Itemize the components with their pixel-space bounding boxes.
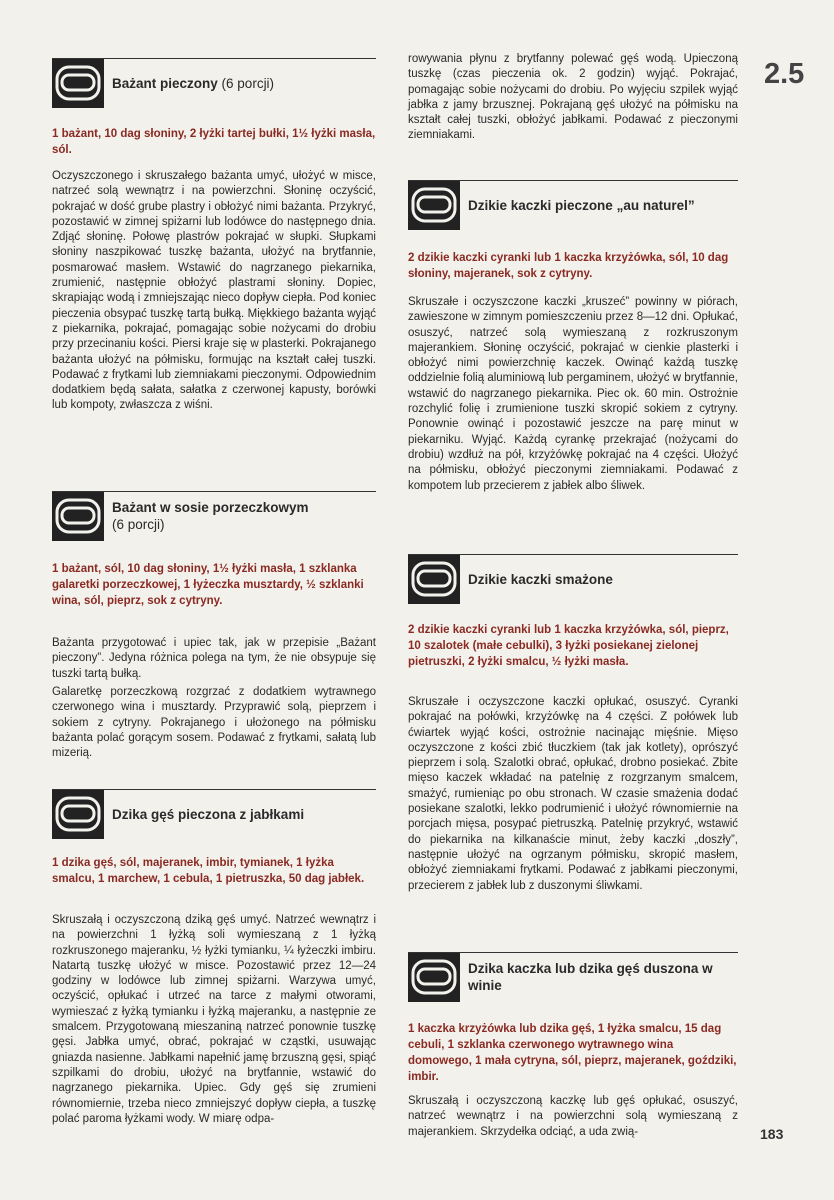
- roasting-dish-icon: [52, 491, 104, 541]
- ingredients: 2 dzikie kaczki cyranki lub 1 kaczka krzyżówka, sól, 10 dag słoniny, majeranek, sok z cytryny.: [408, 252, 729, 280]
- recipe-text: Skruszałą i oczyszczoną dziką gęś umyć. Natrzeć wewnątrz i na powierzchni 1 łyżką soli wymieszaną z 1 łyżką rozkruszonego majeranku, ½ łyżki tymianku, ¼ łyżeczki imbiru. Natartą tuszkę ułożyć w misce. Pozostawić przez 12—24 godziny w lodówce lub zimnej spiżarni. Warzywa umyć, oczyścić, opłukać i utrzeć na tarce z małymi otworami, wymieszać z łyżką tymianku i łyżką majeranku, a następnie ze smalcem. Przygotowaną mieszaniną natrzeć ponownie tuszkę gęsi. Jabłka umyć, obrać, pokrajać w cząstki, usuwając gniazda nasienne. Jabłkami napełnić jamę brzuszną gęsi, spiąć szpilkami do drobiu, ułożyć na brytfannie, wstawić do nagrzanego piekarnika. Upiec. Gdy gęś się zrumieni równomiernie, trzeba nieco zmniejszyć dopływ ciepła, a tuszkę polać paroma łyżkami wody. W miarę odpa-: [52, 914, 376, 1125]
- roasting-dish-icon: [408, 180, 460, 230]
- recipe-title: Bażant pieczony (6 porcji): [112, 75, 275, 91]
- recipe-title: Bażant w sosie porzeczkowym (6 porcji): [112, 500, 309, 532]
- recipe-text: Skruszałe i oczyszczone kaczki opłukać, osuszyć. Cyranki pokrajać na połówki, krzyżówkę na 4 części. Z połówek lub ćwiartek wyjąć kości, ostrożnie nacinając mięśnie. Mięso oczyszczone z kości zbić tłuczkiem (tak jak kotlety), oprószyć pieprzem i solą. Szalotki obrać, opłukać, drobno posiekać. Zbite mięso kaczek wkładać na patelnię z rozgrzanym smalcem, smażyć, rumieniąc po obu stronach. W czasie smażenia dodać posiekane szalotki, lekko podrumienić i ułożyć równomiernie na porcjach mięsa, posypać pietruszką. Patelnię przykryć, wstawić do piekarnika na kilkanaście minut, żeby kaczki „doszły”, następnie ułożyć na ogrzanym półmisku, skropić masłem, obłożyć ziemniakami frytkami. Podawać z jabłkami pieczonymi, przecierem z jabłek lub z duszonymi śliwkami.: [408, 696, 738, 892]
- recipe-text-continued: rowywania płynu z brytfanny polewać gęś wodą. Upieczoną tuszkę (czas pieczenia ok. 2 godzin) wyjąć. Pokrajać, pomagając sobie nożycami do drobiu. Po wyjęciu szpilek wyjąć jabłka z jamy brzusznej. Pokrajaną gęś ułożyć na półmisku na kształt całej tuszki, obłożyć jabłkami. Podawać z pieczonymi ziemniakami.: [408, 53, 738, 142]
- divider: [52, 491, 376, 492]
- ingredients: 1 bażant, sól, 10 dag słoniny, 1½ łyżki masła, 1 szklanka galaretki porzeczkowej, 1 łyżeczka musztardy, ½ szklanki wina, sól, pieprz, sok z cytryny.: [52, 563, 364, 607]
- ingredients: 1 kaczka krzyżówka lub dzika gęś, 1 łyżka smalcu, 15 dag cebuli, 1 szklanka czerwonego wytrawnego wina domowego, 1 mała cytryna, sól, pieprz, majeranek, goździki, imbir.: [408, 1023, 737, 1083]
- divider: [408, 952, 738, 953]
- recipe-header: [408, 554, 738, 604]
- recipe-title: Dzikie kaczki smażone: [468, 571, 613, 587]
- divider: [52, 58, 376, 59]
- recipe-header: [52, 58, 376, 108]
- recipe-title: Dzikie kaczki pieczone „au naturel”: [468, 197, 695, 213]
- recipe-header: [52, 491, 376, 541]
- recipe-text: Skruszałą i oczyszczoną kaczkę lub gęś opłukać, osuszyć, natrzeć wewnątrz i na powierzchni solą wymieszaną z majerankiem. Skrzydełka odciąć, a uda zwią-: [408, 1095, 738, 1138]
- recipe-title: Dzika gęś pieczona z jabłkami: [112, 806, 305, 822]
- recipe-text: Bażanta przygotować i upiec tak, jak w przepisie „Bażant pieczony”. Jedyna różnica polega na tym, że nie obsypuje się tuszki tartą bułką.: [52, 637, 376, 680]
- roasting-dish-icon: [408, 952, 460, 1002]
- divider: [52, 789, 376, 790]
- recipe-header: [52, 789, 376, 839]
- roasting-dish-icon: [52, 789, 104, 839]
- ingredients: 1 bażant, 10 dag słoniny, 2 łyżki tartej bułki, 1½ łyżki masła, sól.: [52, 128, 376, 156]
- chapter-number: 2.5: [764, 58, 805, 90]
- recipe-text: Galaretkę porzeczkową rozgrzać z dodatkiem wytrawnego czerwonego wina i musztardy. Przyprawić solą, pieprzem i sokiem z cytryny. Pokrajanego i ułożonego na półmisku bażanta polać gorącym sosem. Podawać z frytkami, sałatą lub mizerią.: [52, 686, 376, 760]
- recipe-text: Skruszałe i oczyszczone kaczki „kruszeć” powinny w piórach, zawieszone w zimnym pomieszczeniu przez 8—12 dni. Opłukać, osuszyć, natrzeć solą wymieszaną z rozkruszonym majerankiem. Słoninę oczyścić, pokrajać w cienkie plasterki i obłożyć nimi powierzchnię kaczek. Owinąć każdą tuszkę oddzielnie folią aluminiową lub pergaminem, ułożyć w brytfannie, wstawić do nagrzanego piekarnika. Piec ok. 60 min. Ostrożnie rozchylić folię i zrumienione tuszki skropić sokiem z cytryny. Ponownie owinąć i pozostawić jeszcze na parę minut w piekarniku. Wyjąć. Każdą cyrankę przekrajać (nożycami do drobiu) wzdłuż na pół, krzyżówkę pokrajać na 4 części. Ułożyć na półmisku, obłożyć pieczonymi ziemniakami. Podawać z kompotem lub przecierem z jabłek albo śliwek.: [408, 296, 738, 492]
- divider: [408, 180, 738, 181]
- recipe-header: [408, 180, 738, 230]
- ingredients: 1 dzika gęś, sól, majeranek, imbir, tymianek, 1 łyżka smalcu, 1 marchew, 1 cebula, 1 pietruszka, 50 dag jabłek.: [52, 857, 365, 885]
- recipe-text: Oczyszczonego i skruszałego bażanta umyć, ułożyć w misce, natrzeć solą wewnątrz i na powierzchni. Słoninę oczyścić, pokrajać w dość grube plastry i obłożyć nimi bażanta. Przykryć, pozostawić w zimnej spiżarni lub lodówce do następnego dnia. Zdjąć słoninę. Połowę plastrów pokrajać w słupki. Słupkami słoniny naszpikować tuszkę bażanta, ułożyć na brytfannie, posmarować masłem. Wstawić do nagrzanego piekarnika, zrumienić, następnie obłożyć plastrami słoniny. Dopiec, skrapiając wodą i zmniejszając nieco dopływ ciepła. Pod koniec pieczenia obsypać tuszkę tartą bułką. Miękkiego bażanta wyjąć z piekarnika, pokrajać, pomagając sobie nożycami do drobiu przy przecinaniu kości. Piersi kraje się w plasterki. Pokrajanego bażanta ułożyć na półmisku, formując na kształt całej tuszki. Podawać z frytkami lub ziemniakami pieczonymi. Odpowiednim dodatkiem będą sałata, sałatka z czerwonej kapusty, borówki lub kompoty, zwłaszcza z wiśni.: [52, 170, 376, 412]
- recipe-title: Dzika kaczka lub dzika gęś duszona w winie: [468, 961, 713, 993]
- recipe-header: [408, 952, 738, 1002]
- ingredients: 2 dzikie kaczki cyranki lub 1 kaczka krzyżówka, sól, pieprz, 10 szalotek (małe cebulki), 3 łyżki posiekanej zielonej pietruszki, 2 łyżki smalcu, ½ łyżki masła.: [408, 624, 729, 668]
- roasting-dish-icon: [408, 554, 460, 604]
- page-number: 183: [760, 1126, 784, 1142]
- divider: [408, 554, 738, 555]
- roasting-dish-icon: [52, 58, 104, 108]
